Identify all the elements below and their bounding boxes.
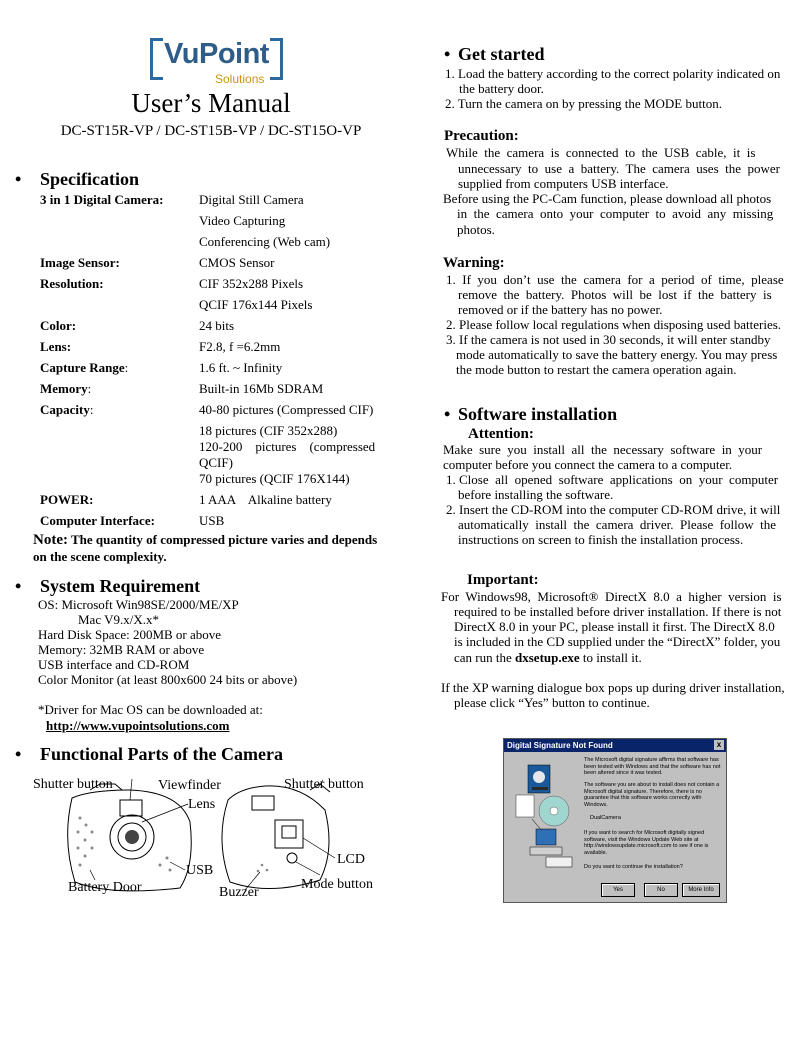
precaution-heading: Precaution: (444, 128, 519, 144)
precaution-line: photos. (457, 222, 495, 237)
spec-label: Memory: (40, 381, 92, 396)
warning-line: the mode button to restart the camera operation again. (456, 362, 737, 377)
viewfinder-back (252, 796, 274, 810)
spec-label: Resolution: (40, 276, 104, 291)
spec-label: Capacity: (40, 402, 94, 417)
software-heading: • Software installation (444, 404, 618, 424)
more-info-button[interactable]: More Info (682, 883, 720, 897)
spec-label: Lens: (40, 339, 72, 354)
get-started-heading: • Get started (444, 44, 545, 64)
dialog-title: Digital Signature Not Found (507, 741, 613, 750)
spec-value: 120-200 pictures (compressed (199, 439, 376, 454)
warning-line: remove the battery. Photos will be lost if the battery is (458, 287, 772, 302)
spec-value: 1 AAA Alkaline battery (199, 492, 332, 507)
software-line: before installing the software. (458, 487, 614, 502)
spec-value: F2.8, f =6.2mm (199, 339, 281, 354)
spec-value: Built-in 16Mb SDRAM (199, 381, 324, 396)
system-line: USB interface and CD-ROM (38, 657, 190, 672)
warning-line: 1. If you don’t use the camera for a period of time, please (446, 272, 784, 287)
spec-value: QCIF 176x144 Pixels (199, 297, 313, 312)
precaution-line: unnecessary to use a battery. The camera uses the power (458, 161, 780, 176)
spec-value: 40-80 pictures (Compressed CIF) (199, 402, 374, 417)
vupoint-url-link[interactable]: http://www.vupointsolutions.com (46, 718, 230, 733)
spec-label: Computer Interface: (40, 513, 155, 528)
software-line: computer before you connect the camera to a computer. (443, 457, 733, 472)
logo-bracket-left (150, 38, 163, 80)
label-shutter-button-back: Shutter button (284, 777, 364, 792)
important-line: DirectX 8.0 in your PC, please install it first. The DirectX 8.0 (454, 619, 775, 634)
logo-brand: VuPoint (164, 38, 269, 70)
label-battery-door: Battery Door (68, 880, 142, 895)
spec-label: Color: (40, 318, 77, 333)
label-buzzer: Buzzer (219, 885, 259, 900)
precaution-line: Before using the PC-Cam function, please download all photos (443, 191, 772, 206)
system-heading: • System Requirement (15, 576, 201, 596)
software-line: 1. Close all opened software applications on your computer (446, 472, 779, 487)
warning-line: removed or if the battery has no power. (458, 302, 663, 317)
label-usb: USB (186, 863, 214, 878)
dialog-question: Do you want to continue the installation? (584, 864, 683, 870)
spec-value: USB (199, 513, 225, 528)
software-line: automatically install the camera driver. Please follow the (458, 517, 777, 532)
lens-center (125, 830, 139, 844)
spec-value: 18 pictures (CIF 352x288) (199, 423, 338, 438)
digital-signature-dialog (503, 738, 727, 903)
important-line: is included in the CD supplied under the “DirectX” folder, you (454, 634, 781, 649)
software-line: 2. Insert the CD-ROM into the computer CD-ROM drive, it will (446, 502, 781, 517)
spec-note-2: on the scene complexity. (33, 549, 167, 564)
dialog-paragraph-1: The Microsoft digital signature affirms that software has been tested with Windows and that the software has not been altered since it was tested. (584, 757, 721, 776)
grip-dots (77, 817, 172, 872)
bullet-icon: • (444, 44, 451, 64)
buzzer-dots (257, 864, 269, 873)
spec-value: 24 bits (199, 318, 235, 333)
warning-line: mode automatically to save the battery energy. You may press (456, 347, 778, 362)
spec-value: Conferencing (Web cam) (199, 234, 331, 249)
lcd-screen (275, 820, 303, 848)
software-line: Make sure you install all the necessary software in your (443, 442, 763, 457)
get-started-item-2: 2. Turn the camera on by pressing the MODE button. (445, 96, 722, 111)
label-mode-button: Mode button (301, 877, 373, 892)
spec-value: 1.6 ft. ~ Infinity (199, 360, 283, 375)
important-heading: Important: (467, 572, 539, 588)
bullet-icon: • (15, 169, 22, 189)
spec-value: Video Capturing (199, 213, 286, 228)
xp-note-2: please click “Yes” button to continue. (454, 695, 650, 710)
attention-heading: Attention: (468, 426, 534, 442)
spec-value: QCIF) (199, 455, 233, 470)
logo-bracket-right (270, 38, 283, 80)
precaution-line: While the camera is connected to the USB cable, it is (446, 145, 756, 160)
spec-value: 70 pictures (QCIF 176X144) (199, 471, 350, 486)
page-title: User’s Manual (131, 88, 291, 118)
functional-heading: • Functional Parts of the Camera (15, 744, 283, 764)
get-started-item-1: 1. Load the battery according to the correct polarity indicated on (445, 66, 781, 81)
specification-heading: • Specification (15, 169, 139, 189)
model-numbers: DC-ST15R-VP / DC-ST15B-VP / DC-ST15O-VP (60, 123, 362, 139)
software-line: instructions on screen to finish the installation process. (458, 532, 744, 547)
label-lens: Lens (188, 797, 216, 812)
driver-note: *Driver for Mac OS can be downloaded at: (38, 702, 263, 717)
spec-value: CMOS Sensor (199, 255, 275, 270)
warning-line: 3. If the camera is not used in 30 seconds, it will enter standby (446, 332, 771, 347)
important-line: required to be installed before driver installation. If there is not (454, 604, 782, 619)
spec-label: Image Sensor: (40, 255, 120, 270)
important-line-last: can run the dxsetup.exe to install it. (454, 650, 642, 665)
precaution-line: supplied from computers USB interface. (458, 176, 669, 191)
vupoint-logo (150, 36, 285, 90)
label-lcd: LCD (337, 852, 365, 867)
no-button[interactable]: No (644, 883, 678, 897)
dialog-title-bar (504, 739, 726, 752)
system-line: Hard Disk Space: 200MB or above (38, 627, 222, 642)
bullet-icon: • (15, 576, 22, 596)
spec-label: 3 in 1 Digital Camera: (40, 192, 164, 207)
spec-label: Capture Range: (40, 360, 129, 375)
dialog-device-name: DualCamera (590, 815, 621, 821)
bullet-icon: • (15, 744, 22, 764)
install-wizard-illustration (512, 759, 578, 879)
lcd-inner (282, 826, 296, 838)
viewfinder-front (120, 800, 142, 816)
system-line: OS: Microsoft Win98SE/2000/ME/XP (38, 597, 239, 612)
dialog-paragraph-3: If you want to search for Microsoft digitally signed software, visit the Windows Update Web site at http://windowsupdate.microsoft.com to see if one is available. (584, 830, 709, 856)
warning-heading: Warning: (443, 255, 505, 271)
system-line: Mac V9.x/X.x* (78, 612, 160, 627)
precaution-line: in the camera onto your computer to avoid any missing (457, 206, 774, 221)
xp-note: If the XP warning dialogue box pops up during driver installation, (441, 680, 785, 695)
mode-button-shape (287, 853, 297, 863)
label-shutter-button-front: Shutter button (33, 777, 113, 792)
important-line: For Windows98, Microsoft® DirectX 8.0 a higher version is (441, 589, 782, 604)
logo-sub: Solutions (215, 72, 265, 86)
system-line: Memory: 32MB RAM or above (38, 642, 205, 657)
warning-line: 2. Please follow local regulations when disposing used batteries. (446, 317, 782, 332)
spec-note: Note: The quantity of compressed picture varies and depends (33, 532, 378, 548)
close-icon[interactable]: x (714, 740, 724, 750)
bullet-icon: • (444, 404, 451, 424)
yes-button[interactable]: Yes (601, 883, 635, 897)
get-started-item-1-cont: the battery door. (459, 81, 544, 96)
dialog-paragraph-2: The software you are about to install does not contain a Microsoft digital signature. Therefore, there is no guarantee that this software works correctly with Windows. (584, 782, 720, 808)
system-line: Color Monitor (at least 800x600 24 bits or above) (38, 672, 298, 687)
spec-value: CIF 352x288 Pixels (199, 276, 304, 291)
label-viewfinder: Viewfinder (158, 778, 221, 793)
spec-value: Digital Still Camera (199, 192, 304, 207)
spec-label: POWER: (40, 492, 94, 507)
